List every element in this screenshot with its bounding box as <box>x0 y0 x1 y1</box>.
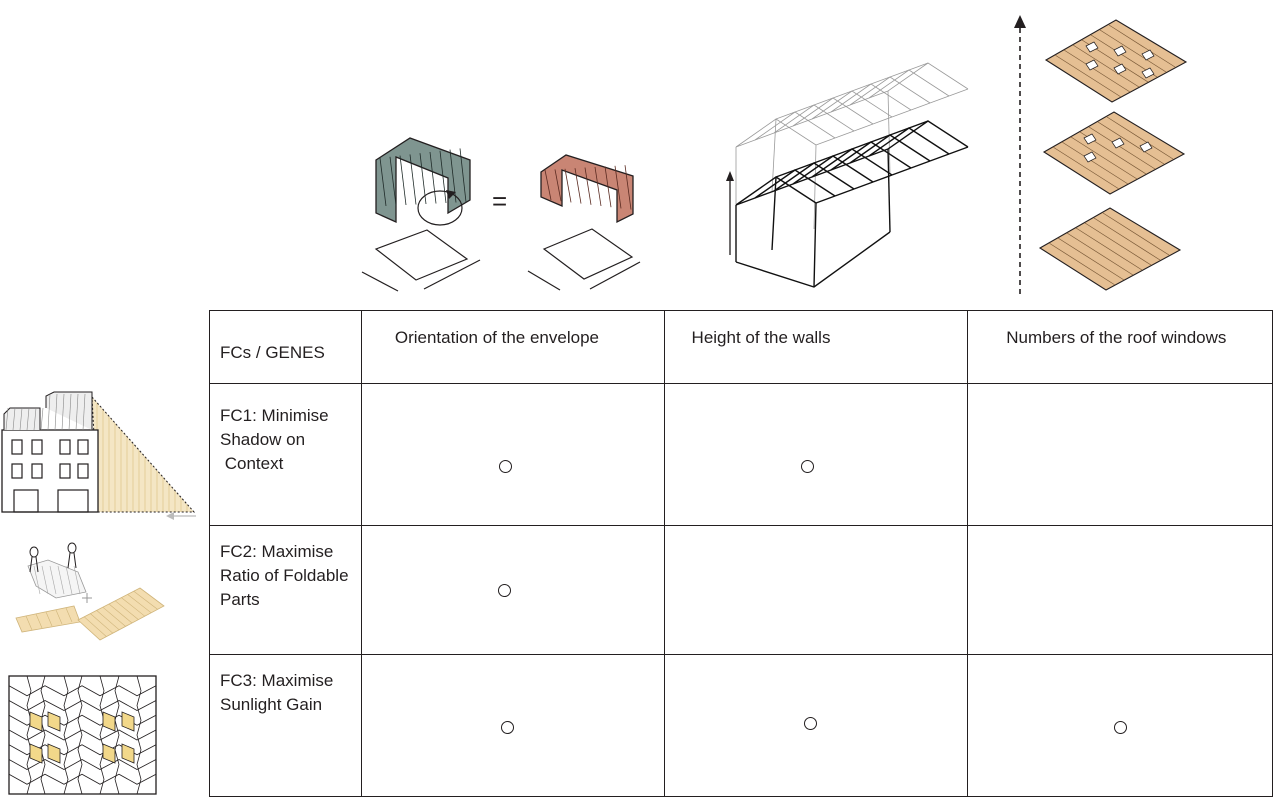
wire-edge <box>736 232 890 287</box>
wire-edge <box>835 189 854 196</box>
row-label <box>220 540 362 612</box>
wire-edge <box>795 105 814 112</box>
footprint-outline <box>544 229 632 279</box>
table-row <box>210 526 1273 655</box>
wire-edge <box>736 140 755 147</box>
plus-sign <box>82 593 92 603</box>
matrix-cell <box>361 384 664 526</box>
wire-edge <box>835 131 854 138</box>
building-facade <box>2 430 98 512</box>
table-header-row <box>210 311 1273 384</box>
row-label-line: FC2: Maximise <box>220 542 334 561</box>
ground-line-left <box>528 271 560 290</box>
column-header <box>361 311 664 384</box>
equals-sign: = <box>492 186 508 216</box>
column-header-label: Numbers of the roof windows <box>1006 328 1227 347</box>
relation-mark <box>1114 721 1127 734</box>
matrix-cell <box>664 526 968 655</box>
wire-edge <box>793 119 812 126</box>
footprint-outline <box>376 230 467 280</box>
wire-edge <box>892 168 911 175</box>
wire-edge <box>776 112 795 119</box>
matrix-cell <box>664 655 968 797</box>
wire-edge <box>911 161 930 168</box>
corner-cell <box>210 311 362 384</box>
wire-edge <box>892 110 911 117</box>
wire-edge <box>814 98 833 105</box>
ground-line-right <box>424 260 480 289</box>
matrix-cell <box>664 384 968 526</box>
row-label <box>220 669 362 717</box>
row-label-line: FC3: Maximise <box>220 671 334 690</box>
row-label-line: Sunlight Gain <box>220 695 323 714</box>
wire-edge <box>831 105 850 112</box>
sunlight-pattern-illustration <box>9 676 156 794</box>
wire-edge <box>930 96 949 103</box>
relation-mark <box>498 584 511 597</box>
wire-edge <box>736 177 816 287</box>
shadow-wedge <box>92 397 194 512</box>
roof-windows-illustration <box>1014 15 1186 294</box>
row-label <box>220 404 362 476</box>
wire-edge <box>871 77 890 84</box>
wire-edge <box>736 119 816 229</box>
shadow-context-illustration <box>2 392 196 520</box>
height-arrow-head <box>726 171 734 181</box>
row-label-line: Shadow on <box>220 430 306 449</box>
corner-label: FCs / GENES <box>220 343 325 362</box>
row-label-cell <box>210 655 362 797</box>
fitness-criteria-genes-matrix <box>209 310 1273 797</box>
column-header <box>968 311 1273 384</box>
ground-line-right <box>590 262 640 289</box>
column-header <box>664 311 968 384</box>
wire-edge <box>911 103 930 110</box>
wire-edge <box>833 91 852 98</box>
column-header-label: Orientation of the envelope <box>394 328 599 347</box>
wire-edge <box>854 124 873 131</box>
wire-edge <box>949 147 968 154</box>
matrix-cell <box>968 655 1273 797</box>
human-figure-right <box>68 543 76 568</box>
fold-line <box>565 169 571 203</box>
wire-edge <box>930 154 949 161</box>
fold-line <box>41 408 43 430</box>
ground-line-left <box>362 272 398 291</box>
table-row <box>210 384 1273 526</box>
column-header-label: Height of the walls <box>691 328 831 347</box>
wire-edge <box>850 98 869 105</box>
green-envelope-illustration <box>362 138 480 291</box>
fold-line <box>400 156 406 205</box>
wire-edge <box>909 63 928 70</box>
relation-mark <box>501 721 514 734</box>
relation-mark <box>801 460 814 473</box>
wire-edge <box>854 182 873 189</box>
wire-edge <box>949 89 968 96</box>
rooftop-envelopes <box>4 392 92 430</box>
table-row <box>210 655 1273 797</box>
red-envelope-shape <box>541 155 633 222</box>
foldable-parts-illustration <box>16 543 164 640</box>
row-label-cell <box>210 384 362 526</box>
row-label-line: Ratio of Foldable <box>220 566 349 585</box>
red-envelope-illustration <box>528 155 640 290</box>
matrix-cell <box>968 384 1273 526</box>
wire-edge <box>890 70 909 77</box>
relation-mark <box>499 460 512 473</box>
matrix-cell <box>361 655 664 797</box>
relation-mark <box>804 717 817 730</box>
wire-edge <box>816 196 835 203</box>
wire-edge <box>774 126 793 133</box>
wire-edge <box>816 138 835 145</box>
wire-edge <box>812 112 831 119</box>
row-label-line: Context <box>220 454 284 473</box>
wire-edge <box>852 84 871 91</box>
row-label-line: Parts <box>220 590 260 609</box>
wire-edge <box>888 63 968 91</box>
row-label-cell <box>210 526 362 655</box>
wire-edge <box>755 133 774 140</box>
wall-height-wireframe-illustration <box>726 63 968 287</box>
matrix-cell <box>968 526 1273 655</box>
wire-edge <box>869 91 888 98</box>
matrix-cell <box>361 526 664 655</box>
row-label-line: FC1: Minimise <box>220 406 329 425</box>
arrow-head <box>1014 15 1026 28</box>
